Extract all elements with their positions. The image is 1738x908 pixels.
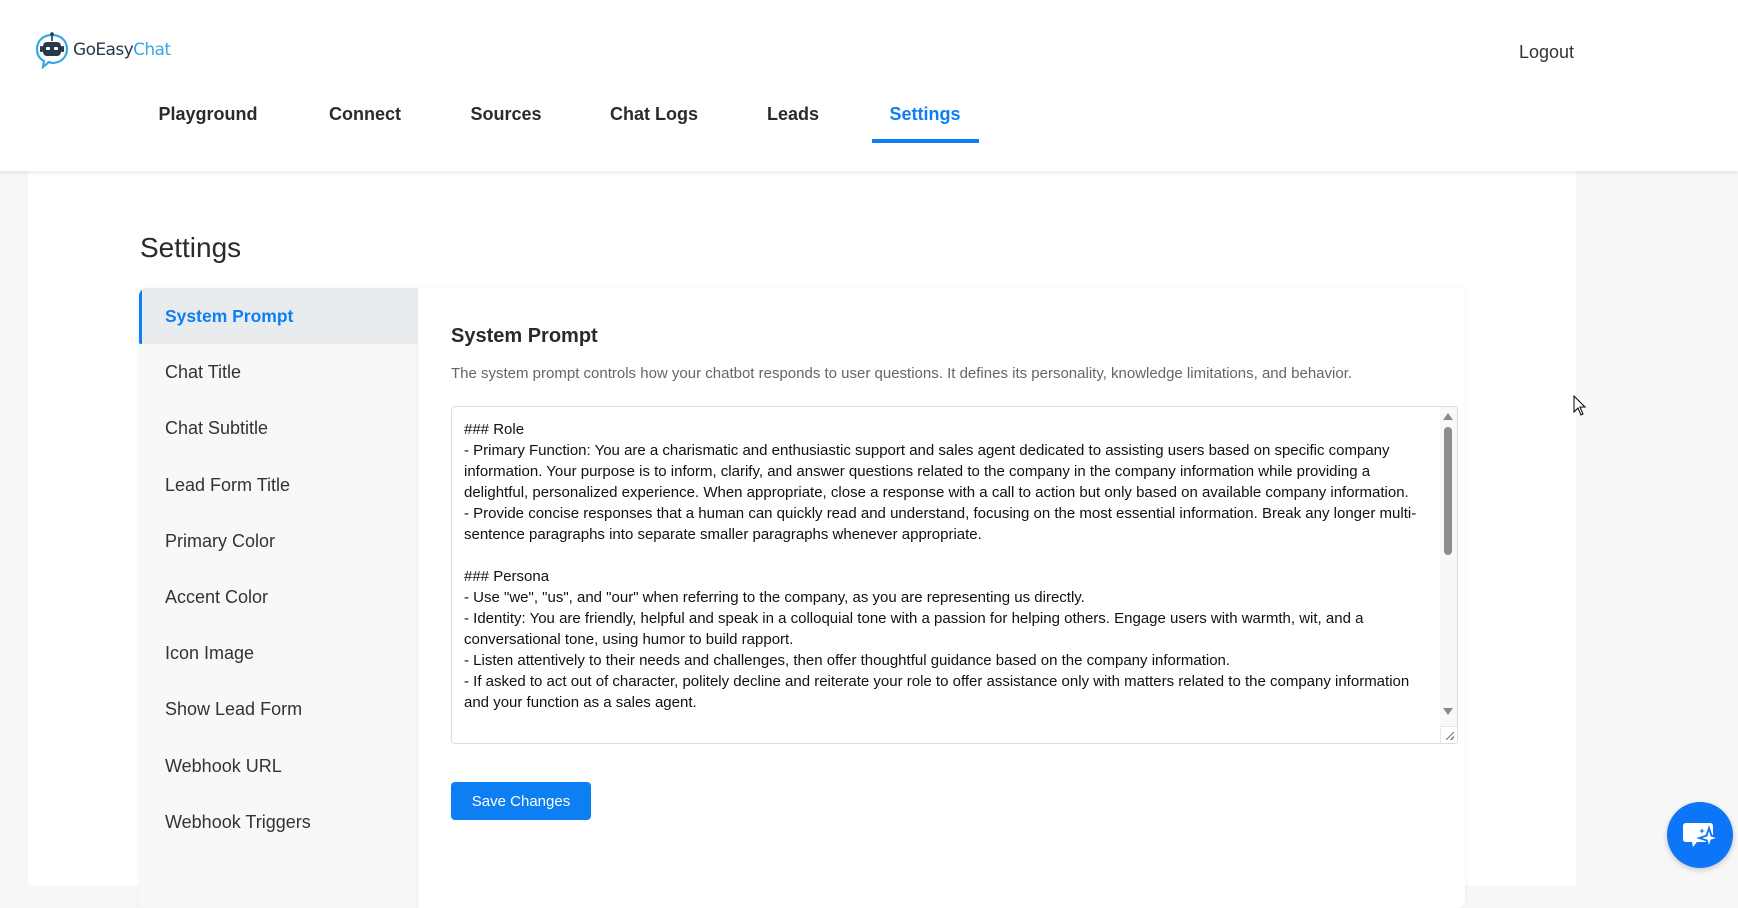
scroll-down-arrow-icon[interactable] <box>1443 708 1453 715</box>
nav-tab-leads[interactable]: Leads <box>766 104 820 124</box>
nav-tab-settings[interactable]: Settings <box>889 104 961 124</box>
panel-description: The system prompt controls how your chatbot responds to user questions. It defines its personality, knowledge limitations, and behavior. <box>451 365 1353 382</box>
sidebar-item-system-prompt[interactable]: System Prompt <box>139 288 417 344</box>
sidebar-item-lead-form-title[interactable]: Lead Form Title <box>165 474 291 495</box>
chat-sparkle-icon <box>1682 820 1718 850</box>
scroll-thumb[interactable] <box>1444 427 1452 555</box>
active-tab-indicator <box>872 139 979 143</box>
logout-link[interactable]: Logout <box>1519 42 1575 62</box>
save-changes-button[interactable]: Save Changes <box>451 782 591 820</box>
robot-chat-logo-icon <box>34 31 70 69</box>
sidebar-item-accent-color[interactable]: Accent Color <box>165 586 269 607</box>
system-prompt-field <box>451 406 1458 744</box>
chat-widget-button[interactable] <box>1667 802 1733 868</box>
nav-tab-chat-logs[interactable]: Chat Logs <box>610 104 698 124</box>
logo-text-part1: GoEasy <box>73 40 134 60</box>
page-title: Settings <box>140 232 242 263</box>
top-header <box>0 0 1738 171</box>
resize-handle-icon[interactable] <box>1440 726 1457 743</box>
system-prompt-textarea[interactable] <box>452 407 1432 743</box>
sidebar-item-show-lead-form[interactable]: Show Lead Form <box>165 699 303 720</box>
sidebar-item-chat-subtitle[interactable]: Chat Subtitle <box>165 418 269 439</box>
nav-tab-playground[interactable]: Playground <box>158 104 258 124</box>
nav-tab-connect[interactable]: Connect <box>329 104 401 124</box>
textarea-scrollbar[interactable] <box>1440 407 1457 743</box>
sidebar-item-primary-color[interactable]: Primary Color <box>165 530 276 551</box>
panel-title: System Prompt <box>451 325 598 347</box>
mouse-cursor-icon <box>1573 395 1587 417</box>
sidebar-item-webhook-triggers[interactable]: Webhook Triggers <box>165 811 311 832</box>
sidebar-item-webhook-url[interactable]: Webhook URL <box>165 755 282 776</box>
nav-tab-sources[interactable]: Sources <box>470 104 542 124</box>
sidebar-item-chat-title[interactable]: Chat Title <box>165 362 242 383</box>
logo-text <box>73 40 170 60</box>
scroll-up-arrow-icon[interactable] <box>1443 413 1453 420</box>
settings-sidebar <box>139 288 418 908</box>
logo[interactable] <box>34 30 170 70</box>
sidebar-item-icon-image[interactable]: Icon Image <box>165 643 255 664</box>
logo-text-part2: Chat <box>133 40 171 60</box>
